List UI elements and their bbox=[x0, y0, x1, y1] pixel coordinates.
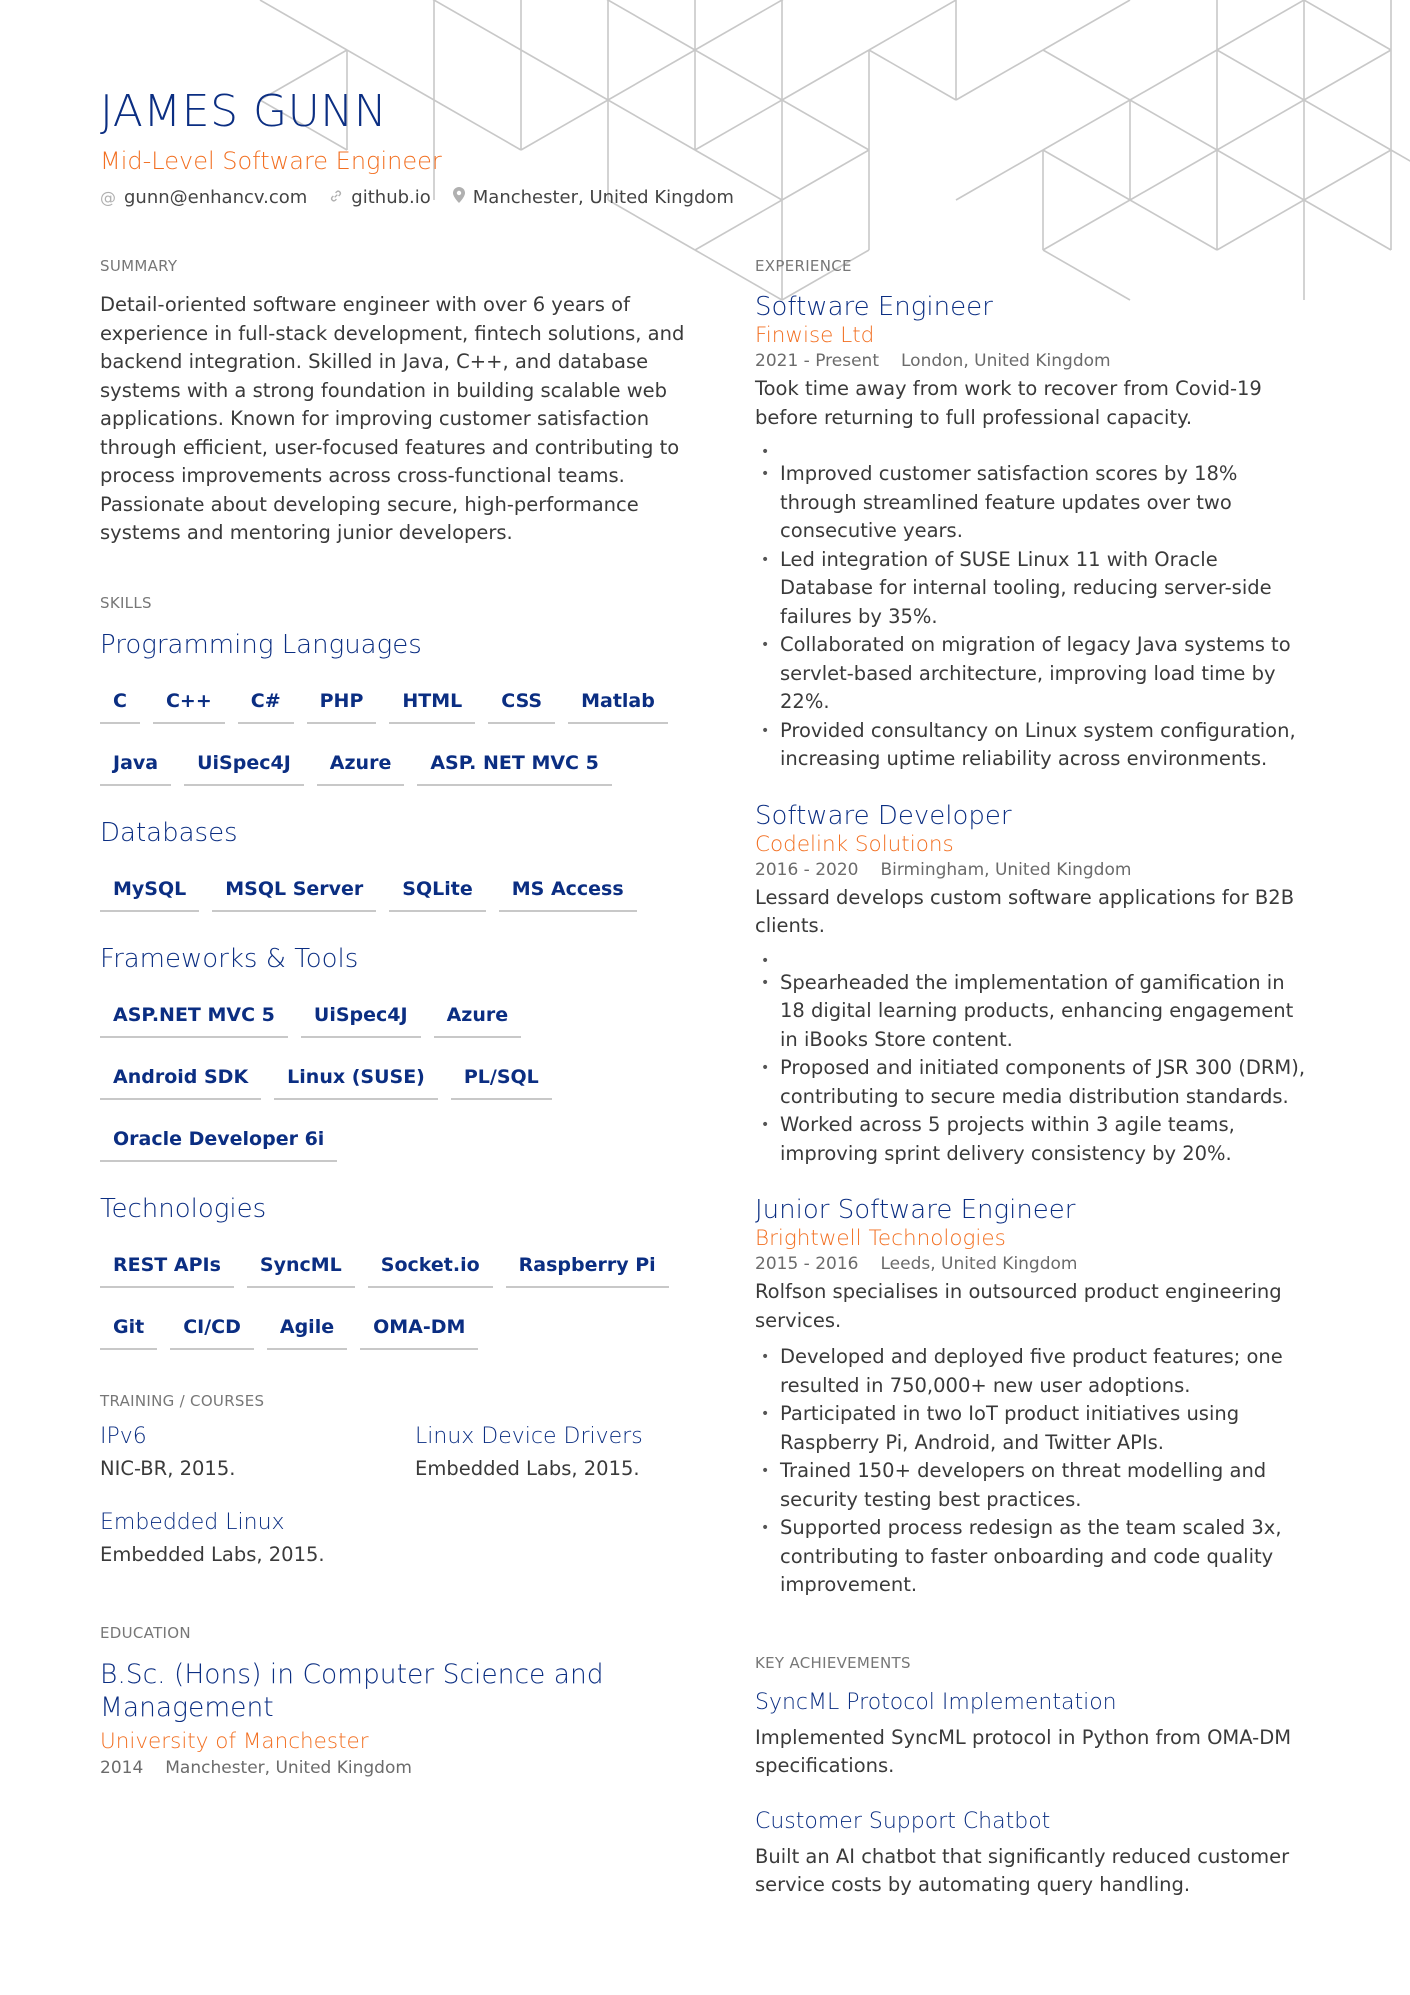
section-heading-education: EDUCATION bbox=[100, 1623, 191, 1642]
job-bullet: • Proposed and initiated components of JSR 300 (DRM), contributing to secure media distribution standards. bbox=[755, 1054, 1315, 1111]
job-bullet: • Participated in two IoT product initiatives using Raspberry Pi, Android, and Twitter APIs. bbox=[755, 1400, 1315, 1457]
skill-tag: PL/SQL bbox=[451, 1058, 552, 1100]
job-bullet: • Spearheaded the implementation of gamification in 18 digital learning products, enhancing engagement in iBooks Store content. bbox=[755, 969, 1315, 1055]
skill-tag: C bbox=[100, 682, 140, 724]
training-item bbox=[100, 1422, 415, 1486]
resume-header bbox=[100, 86, 756, 210]
email-text: gunn@enhancv.com bbox=[124, 187, 308, 208]
skill-tag: SyncML bbox=[247, 1246, 355, 1288]
job-bullets bbox=[755, 1343, 1315, 1600]
empty-bullet bbox=[755, 955, 1315, 969]
section-heading-achievements: KEY ACHIEVEMENTS bbox=[755, 1653, 911, 1672]
skill-tag: Agile bbox=[267, 1308, 347, 1350]
link-icon bbox=[329, 186, 343, 210]
skill-tag: REST APIs bbox=[100, 1246, 234, 1288]
education-degree: B.Sc. (Hons) in Computer Science and Management bbox=[100, 1658, 604, 1723]
skill-group-title: Technologies bbox=[100, 1193, 267, 1224]
section-heading-summary: SUMMARY bbox=[100, 257, 178, 275]
job-meta bbox=[755, 858, 1315, 882]
skill-tag: Matlab bbox=[568, 682, 668, 724]
job-location: London, United Kingdom bbox=[901, 351, 1111, 371]
job-dates: 2015 - 2016 bbox=[755, 1254, 859, 1274]
job-meta bbox=[755, 349, 1315, 373]
summary-text: Detail-oriented software engineer with over 6 years of experience in full-stack development, fintech solutions, and backend integration. Skilled in Java, C++, and database systems with a strong foundation in building scalable web applications. Known for improving customer satisfaction through efficient, user-focused features and contributing to process improvements across cross-functional teams. Passionate about developing secure, high-performance systems and mentoring junior developers. bbox=[100, 293, 685, 544]
training-title: IPv6 bbox=[100, 1423, 147, 1449]
location-text: Manchester, United Kingdom bbox=[472, 187, 734, 208]
job-description: Took time away from work to recover from Covid-19 before returning to full professional capacity. bbox=[755, 377, 1262, 429]
skill-tag: MS Access bbox=[499, 870, 637, 912]
skill-tag: Java bbox=[100, 744, 171, 786]
job-bullet: • Trained 150+ developers on threat modelling and security testing best practices. bbox=[755, 1457, 1315, 1514]
training-provider: Embedded Labs, 2015. bbox=[415, 1456, 640, 1480]
skill-tag: PHP bbox=[307, 682, 377, 724]
skill-tag: C++ bbox=[153, 682, 225, 724]
skill-tag: Raspberry Pi bbox=[506, 1246, 669, 1288]
training-grid bbox=[100, 1422, 690, 1572]
job-company: Brightwell Technologies bbox=[755, 1226, 1006, 1251]
website-text: github.io bbox=[351, 187, 431, 208]
left-column bbox=[100, 255, 690, 1780]
skill-tag: Git bbox=[100, 1308, 157, 1350]
job-bullet: • Provided consultancy on Linux system configuration, increasing uptime reliability across environments. bbox=[755, 717, 1315, 774]
skill-group bbox=[100, 1192, 690, 1360]
skill-tag: OMA-DM bbox=[360, 1308, 478, 1350]
job-dates: 2021 - Present bbox=[755, 351, 879, 371]
achievement-description: Implemented SyncML protocol in Python from OMA-DM specifications. bbox=[755, 1725, 1292, 1777]
achievement-item bbox=[755, 1688, 1315, 1781]
education-school: University of Manchester bbox=[100, 1728, 369, 1754]
skill-tag: Azure bbox=[434, 996, 522, 1038]
skill-tags bbox=[100, 672, 690, 796]
job-entry bbox=[755, 1194, 1315, 1600]
candidate-title: Mid-Level Software Engineer bbox=[100, 147, 442, 175]
section-heading-training: TRAINING / COURSES bbox=[100, 1391, 265, 1410]
skill-groups bbox=[100, 628, 690, 1360]
skill-group bbox=[100, 816, 690, 922]
job-title: Software Engineer bbox=[755, 292, 993, 322]
section-heading-skills: SKILLS bbox=[100, 593, 152, 612]
job-list bbox=[755, 291, 1315, 1600]
job-bullet: • Worked across 5 projects within 3 agile teams, improving sprint delivery consistency by 20%. bbox=[755, 1111, 1315, 1168]
contact-email[interactable] bbox=[100, 186, 307, 210]
skill-tag: MSQL Server bbox=[212, 870, 376, 912]
skill-group-title: Programming Languages bbox=[100, 629, 422, 660]
skill-tag: CI/CD bbox=[170, 1308, 254, 1350]
job-meta bbox=[755, 1252, 1315, 1276]
skill-tag: Socket.io bbox=[368, 1246, 493, 1288]
skill-group-title: Frameworks & Tools bbox=[100, 943, 359, 974]
job-entry bbox=[755, 800, 1315, 1169]
achievement-title: Customer Support Chatbot bbox=[755, 1808, 1051, 1834]
training-title: Linux Device Drivers bbox=[415, 1423, 643, 1449]
skill-tag: ASP. NET MVC 5 bbox=[417, 744, 612, 786]
training-item bbox=[100, 1508, 415, 1572]
skill-tag: HTML bbox=[389, 682, 475, 724]
experience-section bbox=[755, 255, 1315, 1600]
training-title: Embedded Linux bbox=[100, 1509, 285, 1535]
candidate-name: JAMES GUNN bbox=[100, 86, 388, 137]
summary-section bbox=[100, 255, 690, 548]
job-bullet: • Led integration of SUSE Linux 11 with Oracle Database for internal tooling, reducing server-side failures by 35%. bbox=[755, 546, 1315, 632]
skill-tag: UiSpec4J bbox=[301, 996, 421, 1038]
skill-group bbox=[100, 628, 690, 796]
job-location: Birmingham, United Kingdom bbox=[880, 859, 1132, 880]
skill-tag: CSS bbox=[488, 682, 555, 724]
job-company: Codelink Solutions bbox=[755, 831, 954, 857]
skill-tag: Android SDK bbox=[100, 1058, 261, 1100]
right-column bbox=[755, 255, 1315, 1900]
job-company: Finwise Ltd bbox=[755, 323, 875, 348]
job-location: Leeds, United Kingdom bbox=[880, 1254, 1078, 1274]
job-description: Lessard develops custom software applications for B2B clients. bbox=[755, 885, 1295, 937]
education-year: 2014 bbox=[100, 1757, 144, 1778]
skill-tags bbox=[100, 986, 690, 1172]
skill-tag: MySQL bbox=[100, 870, 199, 912]
education-location: Manchester, United Kingdom bbox=[165, 1757, 412, 1778]
job-bullets bbox=[755, 955, 1315, 1169]
skill-group bbox=[100, 942, 690, 1172]
section-heading-experience: EXPERIENCE bbox=[755, 257, 852, 275]
job-dates: 2016 - 2020 bbox=[755, 859, 859, 880]
training-provider: Embedded Labs, 2015. bbox=[100, 1542, 325, 1566]
training-provider: NIC-BR, 2015. bbox=[100, 1456, 236, 1480]
skill-tag: C# bbox=[238, 682, 294, 724]
skill-tag: SQLite bbox=[389, 870, 485, 912]
skill-tag: UiSpec4J bbox=[184, 744, 304, 786]
job-bullets bbox=[755, 446, 1315, 774]
skill-tag: Azure bbox=[317, 744, 405, 786]
achievements-section bbox=[755, 1652, 1315, 1900]
achievement-title: SyncML Protocol Implementation bbox=[755, 1689, 1117, 1715]
job-title: Junior Software Engineer bbox=[755, 1195, 1076, 1225]
skill-tag: Linux (SUSE) bbox=[274, 1058, 438, 1100]
training-section bbox=[100, 1390, 690, 1572]
at-icon: @ bbox=[100, 188, 116, 207]
contact-website[interactable] bbox=[329, 186, 430, 210]
training-item bbox=[415, 1422, 690, 1486]
location-pin-icon bbox=[453, 186, 465, 210]
skill-group-title: Databases bbox=[100, 817, 238, 848]
job-bullet: • Collaborated on migration of legacy Java systems to servlet-based architecture, improving load time by 22%. bbox=[755, 631, 1315, 717]
contact-location bbox=[453, 186, 734, 210]
achievement-description: Built an AI chatbot that significantly reduced customer service costs by automating query handling. bbox=[755, 1844, 1290, 1896]
empty-bullet bbox=[755, 446, 1315, 460]
skills-section bbox=[100, 592, 690, 1360]
skill-tags bbox=[100, 1236, 690, 1360]
education-meta bbox=[100, 1756, 690, 1780]
skill-tags bbox=[100, 860, 690, 922]
skill-tag: ASP.NET MVC 5 bbox=[100, 996, 288, 1038]
job-bullet: • Supported process redesign as the team scaled 3x, contributing to faster onboarding and code quality improvement. bbox=[755, 1514, 1315, 1600]
contact-row bbox=[100, 186, 756, 210]
job-title: Software Developer bbox=[755, 800, 1012, 831]
job-entry bbox=[755, 291, 1315, 774]
job-bullet: • Improved customer satisfaction scores by 18% through streamlined feature updates over two consecutive years. bbox=[755, 460, 1315, 546]
job-bullet: • Developed and deployed five product features; one resulted in 750,000+ new user adoptions. bbox=[755, 1343, 1315, 1400]
education-section bbox=[100, 1622, 690, 1780]
achievement-item bbox=[755, 1807, 1315, 1900]
job-description: Rolfson specialises in outsourced product engineering services. bbox=[755, 1280, 1282, 1332]
skill-tag: Oracle Developer 6i bbox=[100, 1120, 337, 1162]
